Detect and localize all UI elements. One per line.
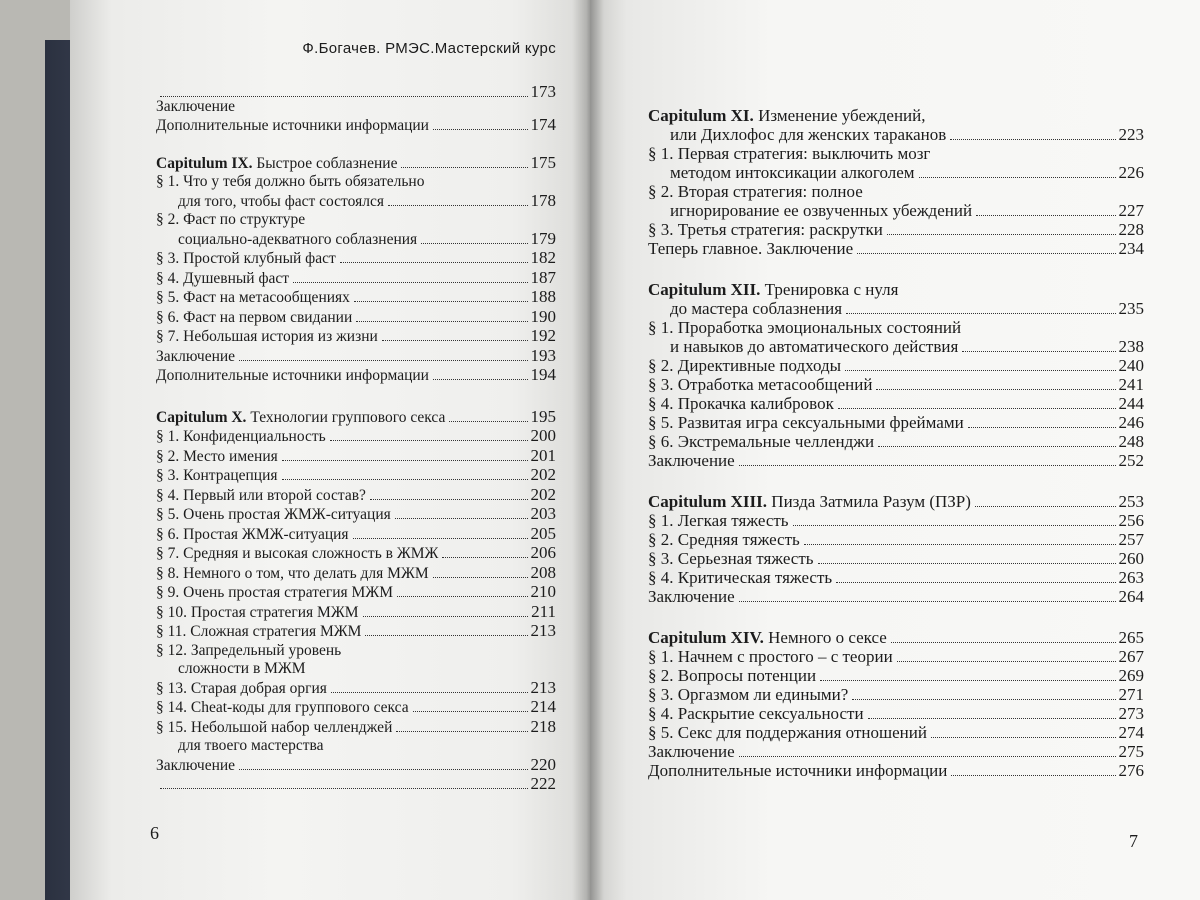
toc-entry-page: 227 [1118, 201, 1144, 220]
toc-entry-page: 276 [1118, 761, 1144, 780]
dot-leader [396, 731, 527, 732]
toc-line [156, 698, 556, 718]
dot-leader [976, 215, 1115, 216]
left-page [70, 0, 590, 900]
toc-entry-text: § 3. Простой клубный фаст [156, 250, 336, 267]
toc-entry-page: 202 [530, 484, 556, 504]
chapter-10 [156, 408, 556, 794]
toc-entry-page: 201 [530, 445, 556, 465]
dot-leader [868, 718, 1116, 719]
dot-leader [804, 544, 1116, 545]
toc-entry-text: Дополнительные источники информации [648, 761, 948, 780]
toc-line [648, 375, 1144, 394]
toc-entry-page: 244 [1118, 394, 1144, 413]
toc-line [156, 756, 556, 776]
toc-line [648, 432, 1144, 451]
toc-entry-text: § 2. Вторая стратегия: полное [648, 182, 863, 201]
toc-entry-text: § 8. Немного о том, что делать для МЖМ [156, 564, 429, 582]
dot-leader [353, 538, 528, 539]
toc-entry-text: Дополнительные источники информации [156, 117, 429, 134]
running-head: Ф.Богачев. РМЭС.Мастерский курс [302, 40, 556, 57]
toc-line [648, 220, 1144, 239]
toc-line [156, 211, 556, 230]
toc-line [156, 288, 556, 308]
chapter-9 [156, 154, 556, 386]
toc-line [156, 775, 556, 794]
toc-line [648, 742, 1144, 761]
dot-leader [356, 321, 527, 322]
chapter-page: 265 [1118, 628, 1144, 647]
toc-entry-text: и навыков до автоматического действия [670, 337, 959, 356]
dot-leader [433, 577, 528, 578]
toc-entry-page: 269 [1118, 666, 1144, 685]
dot-leader [739, 601, 1116, 602]
toc-line [156, 116, 556, 136]
toc-entry-page: 257 [1118, 530, 1144, 549]
dot-leader [950, 139, 1115, 140]
toc-entry-page: 260 [1118, 549, 1144, 568]
toc-entry-text: § 1. Первая стратегия: выключить мозг [648, 144, 931, 163]
toc-entry-page: 240 [1118, 356, 1144, 375]
toc-entry-text: § 5. Секс для поддержания отношений [648, 723, 927, 742]
toc-entry-text: § 3. Отработка метасообщений [648, 375, 873, 394]
dot-leader [421, 243, 527, 244]
chapter-label: Capitulum XI. [648, 106, 754, 125]
dot-leader [449, 421, 527, 422]
toc-entry-page: 214 [530, 697, 556, 716]
dot-leader [282, 460, 528, 461]
toc-entry-text: § 12. Запредельный уровень [156, 641, 342, 659]
toc-entry-text: § 11. Сложная стратегия МЖМ [156, 623, 362, 640]
chapter-page: 235 [1118, 299, 1144, 318]
toc-entry-text: § 5. Фаст на метасообщениях [156, 289, 350, 306]
toc-entry-text: § 5. Очень простая ЖМЖ-ситуация [156, 506, 391, 523]
toc-entry-text: § 2. Средняя тяжесть [648, 530, 800, 549]
toc-line [156, 679, 556, 699]
chapter-title: Пизда Затмила Разум (ПЗР) [767, 492, 971, 511]
toc-line [648, 356, 1144, 375]
dot-leader [363, 616, 529, 617]
toc-entry-text: § 1. Что у тебя должно быть обязательно [156, 173, 425, 190]
toc-line [156, 192, 556, 212]
toc-entry-page: 246 [1118, 413, 1144, 432]
toc-entry-text: Заключение [156, 347, 236, 365]
toc-entry-text: Заключение [156, 97, 236, 115]
toc-entry-text: § 10. Простая стратегия МЖМ [156, 603, 359, 621]
toc-entry-page: 263 [1118, 568, 1144, 587]
toc-line [156, 622, 556, 642]
toc-entry-text: Заключение [648, 587, 735, 606]
toc-line [648, 647, 1144, 666]
toc-entry-page: 178 [530, 190, 556, 210]
toc-line [156, 583, 556, 603]
dot-leader [878, 446, 1115, 447]
dot-leader [919, 177, 1116, 178]
toc-line [156, 603, 556, 623]
toc-entry-page: 210 [530, 582, 556, 601]
toc-line [156, 466, 556, 486]
book-gutter-shadow [572, 0, 604, 900]
toc-entry-text: социально-адекватного соблазнения [178, 230, 418, 248]
toc-line [156, 544, 556, 564]
toc-entry-page: 192 [530, 326, 556, 345]
toc-line [648, 761, 1144, 780]
chapter-title-continuation [648, 125, 1144, 144]
chapter-14 [648, 628, 1144, 780]
chapter-page: 223 [1118, 125, 1144, 144]
toc-line [156, 447, 556, 467]
toc-entry-page: 193 [530, 345, 556, 365]
toc-entry-page: 256 [1118, 511, 1144, 530]
chapter-title-line [156, 408, 556, 428]
chapter-title-line [156, 154, 556, 174]
toc-entry-text: § 2. Фаст по структуре [156, 211, 306, 228]
toc-entry-page: 238 [1118, 337, 1144, 356]
toc-line [648, 530, 1144, 549]
chapter-label: Capitulum IX. [156, 154, 253, 172]
toc-line [648, 549, 1144, 568]
dot-leader [395, 518, 528, 519]
dot-leader [891, 642, 1116, 643]
toc-entry-text: § 9. Очень простая стратегия МЖМ [156, 584, 393, 601]
toc-line [648, 144, 1144, 163]
dot-leader [239, 360, 527, 361]
page-number-left: 6 [150, 823, 159, 843]
toc-line [648, 666, 1144, 685]
toc-line [156, 366, 556, 386]
toc-entry-page: 222 [530, 774, 556, 793]
dot-leader [836, 582, 1115, 583]
dot-leader [739, 465, 1116, 466]
toc-line [648, 163, 1144, 182]
toc-entry-page: 264 [1118, 587, 1144, 606]
dot-leader [433, 379, 528, 380]
toc-entry-page: 188 [530, 287, 556, 306]
chapter-title-line [648, 106, 1144, 125]
toc-entry-text: § 6. Фаст на первом свидании [156, 308, 353, 326]
toc-entry-text: § 1. Конфиденциальность [156, 428, 326, 445]
chapter-10-items [156, 427, 556, 794]
dot-leader [820, 680, 1115, 681]
dot-leader [413, 711, 528, 712]
dot-leader [897, 661, 1116, 662]
toc-line [156, 660, 556, 679]
toc-line [648, 413, 1144, 432]
toc-line [156, 564, 556, 584]
dot-leader [852, 699, 1115, 700]
dot-leader [354, 301, 528, 302]
toc-entry-page: 200 [530, 426, 556, 445]
toc-line [648, 239, 1144, 258]
toc-line [156, 98, 556, 117]
dot-leader [330, 440, 528, 441]
toc-entry-text: § 4. Раскрытие сексуальности [648, 704, 864, 723]
toc-line [648, 723, 1144, 742]
page-number-right: 7 [1129, 831, 1138, 851]
chapter-label: Capitulum XIII. [648, 492, 768, 511]
toc-line [648, 511, 1144, 530]
toc-entry-text: § 7. Небольшая история из жизни [156, 328, 378, 345]
toc-entry-text: методом интоксикации алкоголем [670, 163, 915, 182]
dot-leader [442, 557, 527, 558]
toc-entry-text: § 15. Небольшой набор челленджей [156, 718, 393, 736]
dot-leader [433, 129, 528, 130]
right-page [590, 0, 1200, 900]
toc-entry-text: § 4. Критическая тяжесть [648, 568, 833, 587]
dot-leader [340, 262, 528, 263]
toc-line [156, 718, 556, 738]
dot-leader [282, 479, 528, 480]
toc-entry-text: § 3. Оргазмом ли едиными? [648, 685, 849, 704]
toc-line [156, 347, 556, 367]
chapter-title-continuation [648, 299, 1144, 318]
toc-top-lines [156, 83, 556, 136]
toc-entry-page: 213 [530, 677, 556, 697]
toc-line [648, 394, 1144, 413]
toc-entry-page: 190 [530, 306, 556, 326]
dot-leader [962, 351, 1115, 352]
chapter-12 [648, 280, 1144, 470]
toc-entry-text: Заключение [156, 756, 236, 774]
toc-entry-text: § 4. Первый или второй состав? [156, 486, 366, 504]
dot-leader [160, 788, 528, 789]
toc-entry-text: § 13. Старая добрая оргия [156, 679, 327, 697]
toc-line [156, 249, 556, 269]
right-page-toc [648, 106, 1144, 780]
dot-leader [382, 340, 528, 341]
dot-leader [370, 499, 528, 500]
toc-line [648, 685, 1144, 704]
chapter-13 [648, 492, 1144, 606]
toc-entry-text: § 4. Душевный фаст [156, 269, 290, 287]
dot-leader [846, 313, 1115, 314]
chapter-title: Немного о сексе [763, 628, 887, 647]
toc-entry-page: 205 [530, 523, 556, 543]
dot-leader [739, 756, 1116, 757]
toc-entry-page: 179 [530, 228, 556, 248]
toc-line [648, 337, 1144, 356]
toc-line [648, 587, 1144, 606]
toc-entry-page: 174 [530, 115, 556, 134]
toc-entry-text: § 7. Средняя и высокая сложность в ЖМЖ [156, 545, 439, 562]
toc-entry-text: игнорирование ее озвученных убеждений [670, 201, 973, 220]
chapter-page: 195 [530, 406, 556, 426]
toc-entry-text: § 3. Третья стратегия: раскрутки [648, 220, 883, 239]
toc-entry-text: § 2. Место имения [156, 447, 278, 465]
toc-line [156, 737, 556, 756]
toc-entry-page: 252 [1118, 451, 1144, 470]
toc-entry-page: 208 [530, 562, 556, 582]
toc-entry-text: § 6. Простая ЖМЖ-ситуация [156, 525, 349, 543]
toc-entry-text: сложности в МЖМ [178, 660, 306, 677]
dot-leader [838, 408, 1116, 409]
toc-line [648, 182, 1144, 201]
toc-line [648, 201, 1144, 220]
toc-line [156, 642, 556, 661]
toc-entry-page: 275 [1118, 742, 1144, 761]
dot-leader [331, 692, 528, 693]
dot-leader [793, 525, 1116, 526]
toc-entry-page: 274 [1118, 723, 1144, 742]
toc-entry-page: 203 [530, 504, 556, 523]
toc-entry-page: 187 [530, 267, 556, 287]
toc-entry-page: 248 [1118, 432, 1144, 451]
toc-entry-page: 271 [1118, 685, 1144, 704]
dot-leader [951, 775, 1115, 776]
toc-entry-page: 226 [1118, 163, 1144, 182]
dot-leader [887, 234, 1116, 235]
chapter-label: Capitulum XIV. [648, 628, 764, 647]
toc-line [156, 327, 556, 347]
chapter-title: Тренировка с нуля [760, 280, 899, 299]
toc-entry-page: 220 [530, 754, 556, 774]
chapter-title-line [648, 280, 1144, 299]
toc-line [156, 486, 556, 506]
dot-leader [975, 506, 1116, 507]
chapter-11 [648, 106, 1144, 258]
toc-line [648, 704, 1144, 723]
toc-entry-text: § 2. Директивные подходы [648, 356, 842, 375]
chapter-page: 175 [530, 152, 556, 172]
toc-entry-text: Заключение [648, 451, 735, 470]
toc-line [156, 173, 556, 192]
toc-line [648, 318, 1144, 337]
dot-leader [818, 563, 1116, 564]
dot-leader [857, 253, 1115, 254]
toc-entry-text: для того, чтобы фаст состоялся [178, 192, 384, 210]
toc-line [156, 505, 556, 525]
toc-entry-text: § 5. Развитая игра сексуальными фреймами [648, 413, 964, 432]
toc-entry-text: § 2. Вопросы потенции [648, 666, 817, 685]
toc-entry-text: Заключение [648, 742, 735, 761]
toc-entry-text: § 4. Прокачка калибровок [648, 394, 834, 413]
toc-line [156, 427, 556, 447]
toc-entry-text: § 1. Начнем с простого – с теории [648, 647, 893, 666]
chapter-label: Capitulum XII. [648, 280, 761, 299]
dot-leader [845, 370, 1115, 371]
toc-entry-page: 273 [1118, 704, 1144, 723]
chapter-page: 253 [1118, 492, 1144, 511]
toc-line [156, 525, 556, 545]
toc-line [648, 568, 1144, 587]
toc-entry-text: § 14. Cheat-коды для группового секса [156, 699, 409, 716]
dot-leader [293, 282, 527, 283]
toc-line [648, 451, 1144, 470]
toc-entry-text: § 3. Контрацепция [156, 467, 278, 484]
toc-line [156, 269, 556, 289]
toc-entry-page: 241 [1118, 375, 1144, 394]
chapter-title-line [648, 492, 1144, 511]
toc-entry-page: 206 [530, 543, 556, 562]
dot-leader [239, 769, 527, 770]
toc-entry-page: 173 [530, 82, 556, 101]
dot-leader [365, 635, 527, 636]
toc-entry-text: для твоего мастерства [178, 737, 324, 754]
toc-entry-text: § 1. Проработка эмоциональных состояний [648, 318, 962, 337]
chapter-title: Быстрое соблазнение [252, 154, 398, 172]
toc-entry-page: 202 [530, 465, 556, 484]
chapter-title-cont-text: или Дихлофос для женских тараканов [670, 125, 947, 144]
toc-line [156, 230, 556, 250]
dot-leader [968, 427, 1116, 428]
toc-entry-text: Дополнительные источники информации [156, 367, 429, 384]
toc-entry-page: 228 [1118, 220, 1144, 239]
chapter-label: Capitulum X. [156, 408, 247, 426]
dot-leader [397, 596, 528, 597]
chapter-title: Технологии группового секса [246, 408, 446, 426]
toc-entry-page: 211 [531, 601, 556, 621]
dot-leader [931, 737, 1116, 738]
toc-entry-text: Теперь главное. Заключение [648, 239, 854, 258]
chapter-title-line [648, 628, 1144, 647]
chapter-title: Изменение убеждений, [753, 106, 926, 125]
toc-entry-page: 194 [530, 365, 556, 384]
toc-entry-text: § 3. Серьезная тяжесть [648, 549, 814, 568]
toc-line [156, 308, 556, 328]
toc-entry-text: § 6. Экстремальные челленджи [648, 432, 875, 451]
toc-entry-page: 218 [530, 716, 556, 736]
chapter-title-cont-text: до мастера соблазнения [670, 299, 843, 318]
toc-entry-page: 234 [1118, 239, 1144, 258]
toc-entry-page: 267 [1118, 647, 1144, 666]
dot-leader [876, 389, 1115, 390]
dot-leader [388, 205, 528, 206]
dot-leader [401, 167, 527, 168]
toc-entry-text: § 1. Легкая тяжесть [648, 511, 789, 530]
toc-entry-page: 213 [530, 621, 556, 640]
toc-entry-page: 182 [530, 248, 556, 267]
chapter-9-items [156, 173, 556, 386]
